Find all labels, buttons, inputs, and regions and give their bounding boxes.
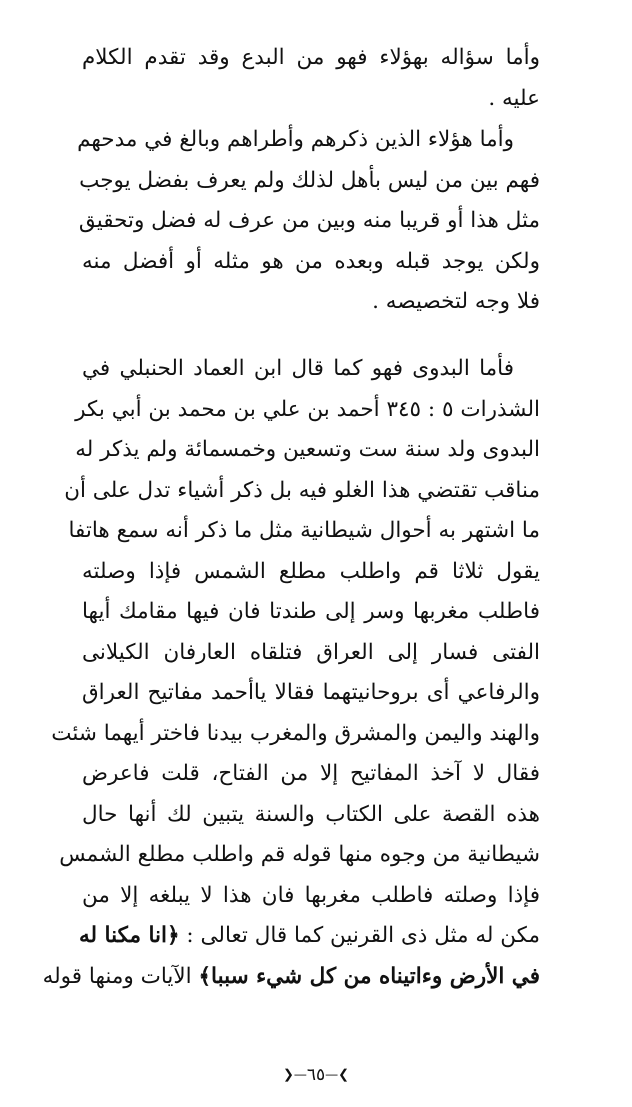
text-line: الشذرات ٥ : ٣٤٥ أحمد بن علي بن محمد بن أبي بكر — [75, 396, 540, 422]
text-segment: مكن له مثل ذى القرنين كما قال تعالى : — [186, 923, 540, 948]
text-line: والهند واليمن والمشرق والمغرب بيدنا فاختر أيهما شئت — [51, 720, 540, 746]
text-line: والرفاعي أى بروحانيتهما فقالا ياأحمد مفاتيح العراق — [82, 680, 540, 705]
text-line: فأما البدوى فهو كما قال ابن العماد الحنبلي في — [82, 356, 514, 381]
text-line: فاطلب مغربها وسر إلى طندتا فان فيها مقامك أيها — [82, 599, 540, 624]
text-line: فهم بين من ليس بأهل لذلك ولم يعرف بفضل يوجب — [79, 167, 540, 193]
paragraph-1 — [82, 38, 540, 119]
text-line: هذه القصة على الكتاب والسنة يتبين لك أنها حال — [82, 801, 540, 827]
text-line: ولكن يوجد قبله وبعده من هو مثله أو أفضل منه — [82, 248, 540, 274]
ornament-right-icon: ❯— — [325, 1067, 350, 1083]
text-line: فقال لا آخذ المفاتيح إلا من الفتاح، قلت فاعرض — [82, 761, 540, 786]
text-line: عليه . — [488, 85, 540, 111]
text-line: الفتى فسار إلى العراق فتلقاه العارفان الكيلانى — [82, 639, 540, 665]
paragraph-3 — [42, 349, 540, 997]
text-line: يقول ثلاثا قم واطلب مطلع الشمس فإذا وصلته — [82, 558, 540, 584]
page-number-footer — [0, 1062, 632, 1089]
text-line: فلا وجه لتخصيصه . — [372, 289, 540, 314]
text-line: مثل هذا أو قريبا منه وبين من عرف له فضل وتحقيق — [78, 208, 540, 233]
page-number: ٦٥ — [306, 1065, 326, 1085]
text-line: ما اشتهر به أحوال شيطانية مثل ما ذكر أنه سمع هاتفا — [68, 518, 540, 543]
ornament-left-icon: —❮ — [282, 1067, 307, 1083]
text-line: مناقب تقتضي هذا الغلو فيه بل ذكر أشياء تدل على أن — [64, 477, 540, 503]
text-line-with-quran-end — [42, 957, 540, 998]
text-line-with-quran-start — [78, 916, 540, 957]
text-line: شيطانية من وجوه منها قوله قم واطلب مطلع الشمس — [59, 842, 540, 867]
text-line: البدوى ولد سنة ست وتسعين وخمسمائة ولم يذكر له — [75, 437, 540, 462]
text-line: وأما سؤاله بهؤلاء فهو من البدع وقد تقدم الكلام — [82, 45, 540, 70]
text-line: وأما هؤلاء الذين ذكرهم وأطراهم وبالغ في مدحهم — [77, 127, 514, 152]
quran-verse-end: في الأرض وءاتيناه من كل شيء سببا﴾ — [198, 963, 540, 989]
quran-verse-start: ﴿انا مكنا له — [78, 923, 180, 948]
paragraph-2 — [77, 120, 540, 323]
text-segment: الآيات ومنها قوله — [42, 963, 192, 989]
text-line: فإذا وصلته فاطلب مغربها فان هذا لا يبلغه إلا من — [82, 882, 540, 908]
